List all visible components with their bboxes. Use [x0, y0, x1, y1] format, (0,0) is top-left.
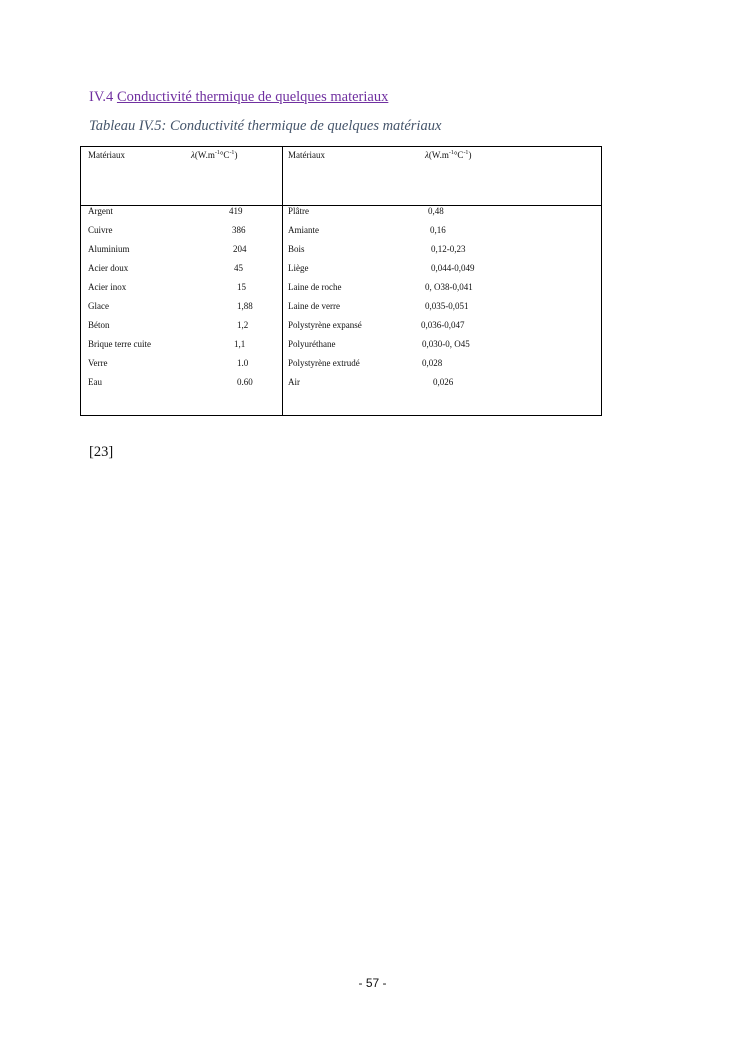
- conductivity-value: 0,16: [430, 225, 446, 235]
- material-name: Bois: [288, 244, 305, 254]
- conductivity-value: 0,12-0,23: [431, 244, 466, 254]
- material-name: Glace: [88, 301, 109, 311]
- conductivity-value: 1,88: [237, 301, 253, 311]
- material-name: Aluminium: [88, 244, 130, 254]
- conductivity-table: [80, 146, 602, 416]
- conductivity-value: 15: [237, 282, 246, 292]
- conductivity-value: 0,044-0,049: [431, 263, 475, 273]
- material-name: Argent: [88, 206, 113, 216]
- material-name: Acier doux: [88, 263, 129, 273]
- conductivity-value: 1,2: [237, 320, 249, 330]
- conductivity-value: 0,036-0,047: [421, 320, 465, 330]
- header-lambda-right: $\lambda(W.m^{-1}^\circ C^{-1})$: [425, 150, 472, 160]
- conductivity-value: 1,1: [234, 339, 246, 349]
- conductivity-value: 1.0: [237, 358, 249, 368]
- material-name: Brique terre cuite: [88, 339, 151, 349]
- material-name: Polyuréthane: [288, 339, 336, 349]
- conductivity-value: 0, O38-0,041: [425, 282, 473, 292]
- conductivity-value: 419: [229, 206, 243, 216]
- conductivity-value: 0,026: [433, 377, 454, 387]
- material-name: Liège: [288, 263, 309, 273]
- material-name: Acier inox: [88, 282, 127, 292]
- reference-citation: [23]: [89, 444, 114, 460]
- conductivity-value: 386: [232, 225, 246, 235]
- header-divider: [81, 205, 601, 206]
- material-name: Plâtre: [288, 206, 309, 216]
- material-name: Laine de verre: [288, 301, 340, 311]
- table-caption: Tableau IV.5: Conductivité thermique de quelques matériaux: [89, 118, 442, 134]
- page-number: - 57 -: [358, 976, 387, 990]
- material-name: Verre: [88, 358, 108, 368]
- material-name: Cuivre: [88, 225, 113, 235]
- header-lambda-left: $\lambda(W.m^{-1}^\circ C^{-1})$: [191, 150, 238, 160]
- material-name: Eau: [88, 377, 102, 387]
- material-name: Polystyrène extrudé: [288, 358, 360, 368]
- section-title: Conductivité thermique de quelques materiaux: [116, 89, 389, 105]
- column-divider: [282, 147, 283, 415]
- conductivity-value: 0,48: [428, 206, 444, 216]
- material-name: Béton: [88, 320, 110, 330]
- conductivity-value: 0,035-0,051: [425, 301, 469, 311]
- conductivity-value: 0,028: [422, 358, 443, 368]
- conductivity-value: 204: [233, 244, 247, 254]
- material-name: Polystyrène expansé: [288, 320, 362, 330]
- material-name: Laine de roche: [288, 282, 342, 292]
- conductivity-value: 0,030-0, O45: [422, 339, 470, 349]
- header-materials-right: Matériaux: [288, 150, 325, 160]
- section-number: IV.4: [89, 89, 114, 105]
- conductivity-value: 45: [234, 263, 243, 273]
- material-name: Amiante: [288, 225, 319, 235]
- conductivity-value: 0.60: [237, 377, 253, 387]
- header-materials-left: Matériaux: [88, 150, 125, 160]
- material-name: Air: [288, 377, 300, 387]
- section-heading: [89, 89, 388, 106]
